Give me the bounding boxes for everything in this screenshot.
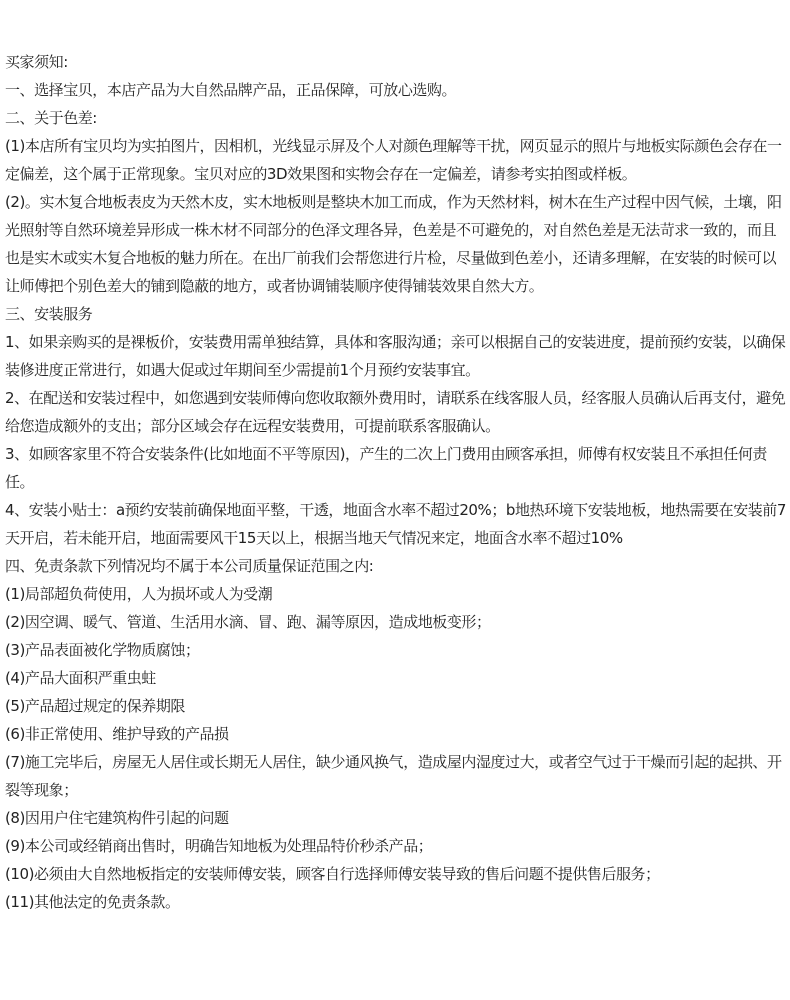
notice-section-heading: 三、安装服务 [5, 305, 93, 323]
notice-paragraph: 3、如顾客家里不符合安装条件(比如地面不平等原因)，产生的二次上门费用由顾客承担，师傅有权安装且不承担任何责任。 [5, 445, 767, 491]
notice-section-heading: 二、关于色差: [5, 109, 97, 127]
notice-line: 一、选择宝贝，本店产品为大自然品牌产品，正品保障，可放心选购。 [5, 81, 457, 99]
notice-paragraph: 2、在配送和安装过程中，如您遇到安装师傅向您收取额外费用时，请联系在线客服人员，经客服人员确认后再支付，避免给您造成额外的支出；部分区域会存在远程安装费用，可提前联系客服确认。 [5, 389, 786, 435]
notice-list-item: (2)因空调、暖气、管道、生活用水滴、冒、跑、漏等原因，造成地板变形； [5, 613, 491, 631]
notice-list-item: (5)产品超过规定的保养期限 [5, 697, 185, 715]
notice-list-item: (10)必须由大自然地板指定的安装师傅安装，顾客自行选择师傅安装导致的售后问题不提供售后服务； [5, 865, 660, 883]
notice-paragraph: 4、安装小贴士：a预约安装前确保地面平整，干透，地面含水率不超过20%；b地热环境下安装地板，地热需要在安装前7天开启，若未能开启，地面需要风干15天以上，根据当地天气情况来定，地面含水率不超过10% [5, 501, 786, 547]
notice-title: 买家须知: [5, 53, 68, 71]
notice-list-item: (3)产品表面被化学物质腐蚀； [5, 641, 200, 659]
notice-list-item: (7)施工完毕后，房屋无人居住或长期无人居住，缺少通风换气，造成屋内湿度过大，或者空气过于干燥而引起的起拱、开裂等现象； [5, 753, 782, 799]
notice-list-item: (9)本公司或经销商出售时，明确告知地板为处理品特价秒杀产品； [5, 837, 433, 855]
notice-paragraph: 1、如果亲购买的是裸板价，安装费用需单独结算，具体和客服沟通；亲可以根据自己的安装进度，提前预约安装，以确保装修进度正常进行，如遇大促或过年期间至少需提前1个月预约安装事宜。 [5, 333, 786, 379]
notice-list-item: (1)局部超负荷使用，人为损坏或人为受潮 [5, 585, 273, 603]
notice-list-item: (6)非正常使用、维护导致的产品损 [5, 725, 229, 743]
notice-list-item: (11)其他法定的免责条款。 [5, 893, 180, 911]
notice-list-item: (8)因用户住宅建筑构件引起的问题 [5, 809, 229, 827]
notice-section-heading: 四、免责条款下列情况均不属于本公司质量保证范围之内: [5, 557, 374, 575]
notice-paragraph: (2)。实木复合地板表皮为天然木皮，实木地板则是整块木加工而成，作为天然材料，树木在生产过程中因气候，土壤，阳光照射等自然环境差异形成一株木材不同部分的色泽文理各异，色差是不可避免的，对自然色差是无法苛求一致的，而且也是实木或实木复合地板的魅力所在。在出厂前我们会帮您进行片检，尽量做到色差小，还请多理解，在安装的时候可以让师傅把个别色差大的铺到隐蔽的地方，或者协调铺装顺序使得铺装效果自然大方。 [5, 193, 782, 295]
notice-list-item: (4)产品大面积严重虫蛀 [5, 669, 156, 687]
notice-paragraph: (1)本店所有宝贝均为实拍图片，因相机，光线显示屏及个人对颜色理解等干扰，网页显示的照片与地板实际颜色会存在一定偏差，这个属于正常现象。宝贝对应的3D效果图和实物会存在一定偏差，请参考实拍图或样板。 [5, 137, 782, 183]
buyer-notice [5, 48, 787, 916]
